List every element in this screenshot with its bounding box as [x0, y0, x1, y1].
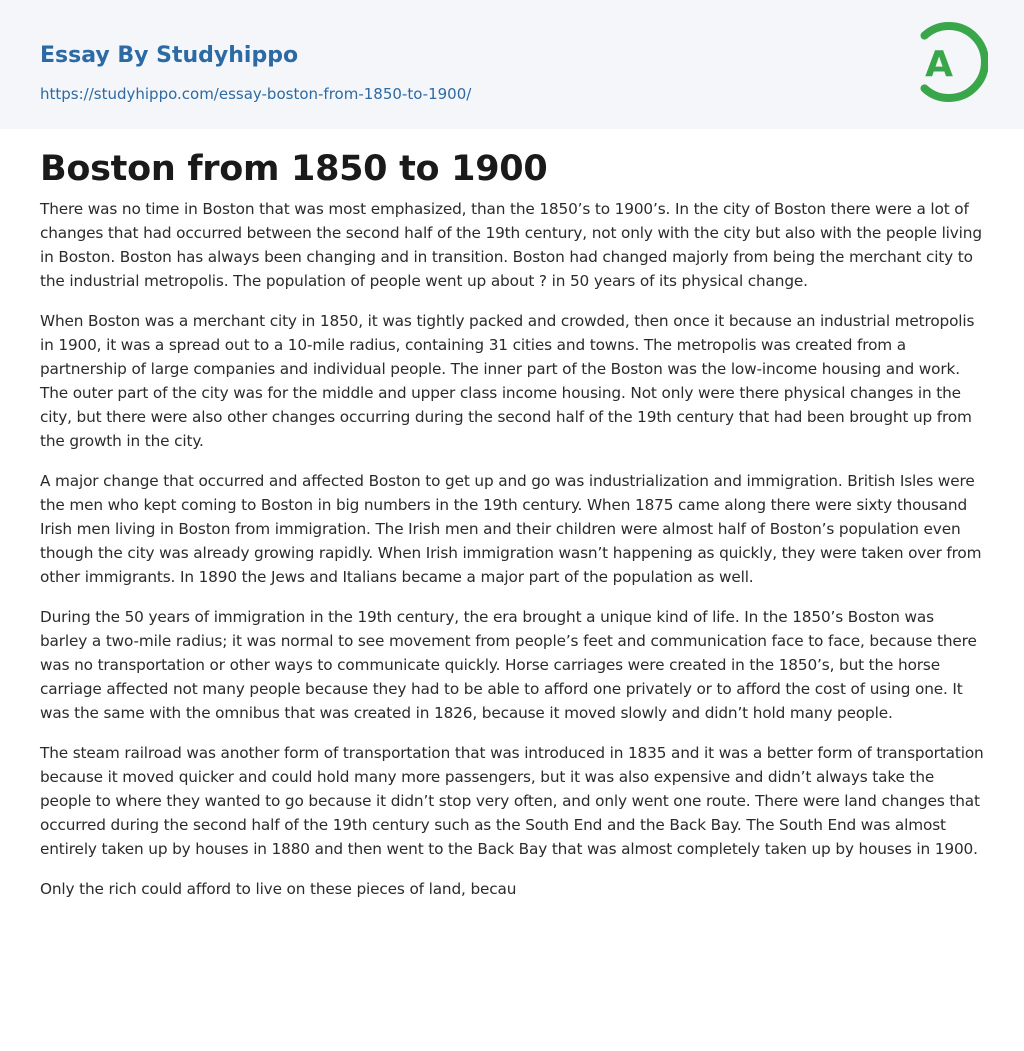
site-header [0, 0, 1024, 129]
essay-paragraph-5: The steam railroad was another form of transportation that was introduced in 1835 and it was a better form of transportation because it moved quicker and could hold many more passengers, but it was also expensive and didn’t always take the people to where they wanted to go because it didn’t stop very often, and only went one route. There were land changes that occurred during the second half of the 19th century such as the South End and the Back Bay. The South End was almost entirely taken up by houses in 1880 and then went to the Back Bay that was almost completely taken up by houses in 1900. [40, 744, 984, 858]
essay-paragraph-4: During the 50 years of immigration in the 19th century, the era brought a unique kind of life. In the 1850’s Boston was barley a two-mile radius; it was normal to see movement from people’s feet and communication face to face, because there was no transportation or other ways to communicate quickly. Horse carriages were created in the 1850’s, but the horse carriage affected not many people because they had to be able to afford one privately or to afford the cost of using one. It was the same with the omnibus that was created in 1826, because it moved slowly and didn’t hold many people. [40, 608, 977, 722]
essay-content [40, 147, 985, 917]
essay-paragraph-3: A major change that occurred and affected Boston to get up and go was industrialization and immigration. British Isles were the men who kept coming to Boston in big numbers in the 19th century. When 1875 came along there were sixty thousand Irish men living in Boston from immigration. The Irish men and their children were almost half of Boston’s population even though the city was already growing rapidly. When Irish immigration wasn’t happening as quickly, they were taken over from other immigrants. In 1890 the Jews and Italians became a major part of the population as well. [40, 472, 982, 586]
page-title: Boston from 1850 to 1900 [40, 149, 548, 189]
brand-title[interactable]: Essay By Studyhippo [40, 43, 299, 68]
essay-paragraph-2: When Boston was a merchant city in 1850, it was tightly packed and crowded, then once it because an industrial metropolis in 1900, it was a spread out to a 10-mile radius, containing 31 cities and towns. The metropolis was created from a partnership of large companies and individual people. The inner part of the Boston was the low-income housing and work. The outer part of the city was for the middle and upper class income housing. Not only were there physical changes in the city, but there were also other changes occurring during the second half of the 19th century that had been brought up from the growth in the city. [40, 312, 975, 450]
essay-paragraph-1: There was no time in Boston that was most emphasized, than the 1850’s to 1900’s. In the city of Boston there were a lot of changes that had occurred between the second half of the 19th century, not only with the city but also with the people living in Boston. Boston has always been changing and in transition. Boston had changed majorly from being the merchant city to the industrial metropolis. The population of people went up about ? in 50 years of its physical change. [40, 200, 982, 290]
essay-paragraph-6: Only the rich could afford to live on these pieces of land, becau [40, 880, 517, 898]
studyhippo-logo-icon[interactable] [912, 18, 988, 106]
logo-letter: A [925, 44, 953, 85]
essay-url-link[interactable]: https://studyhippo.com/essay-boston-from-1850-to-1900/ [40, 85, 472, 103]
